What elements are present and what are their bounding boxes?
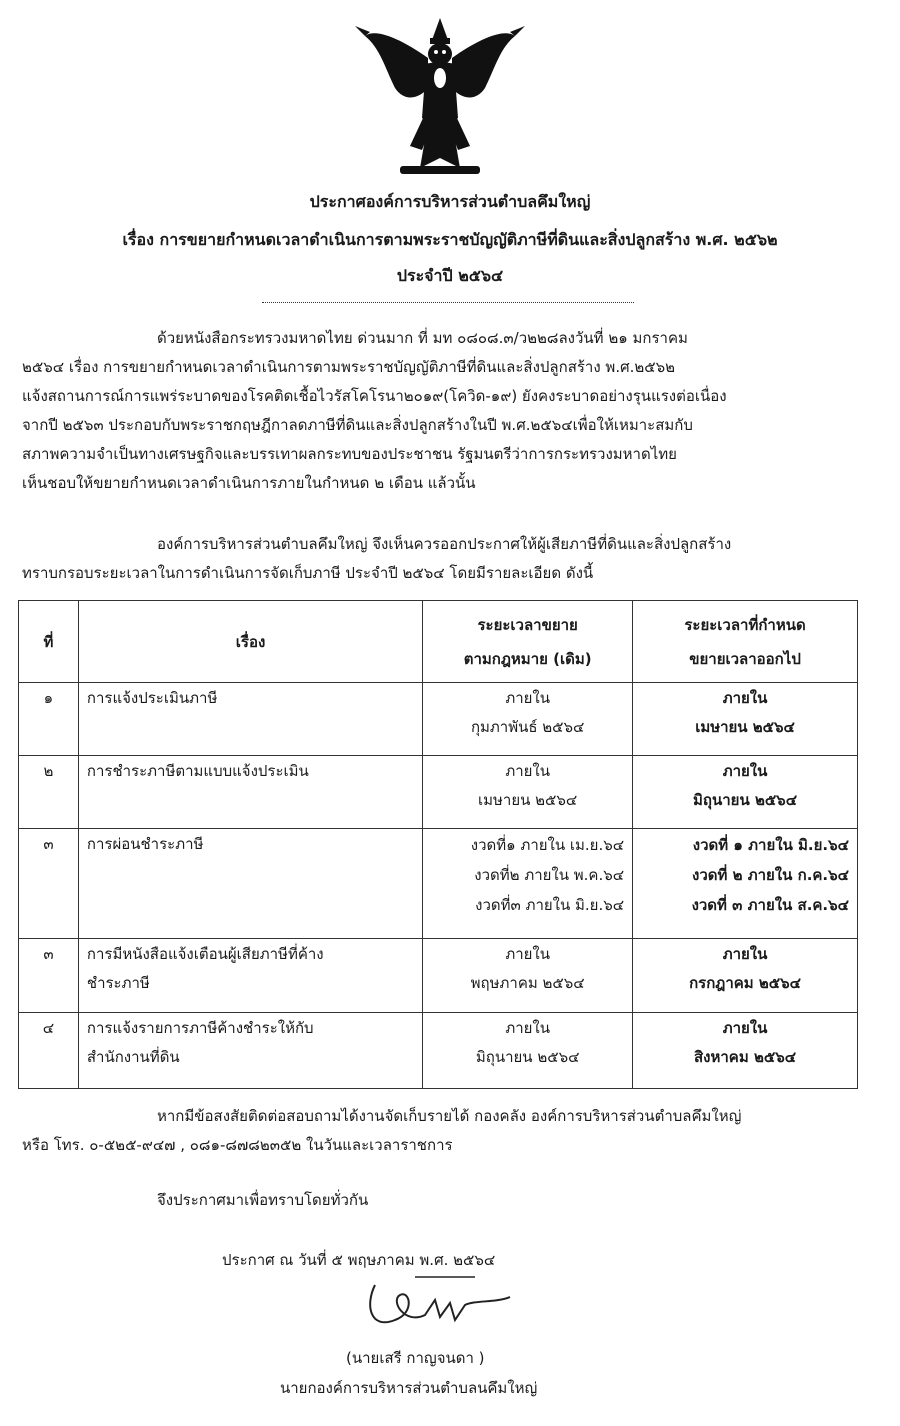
row-subject bbox=[78, 1013, 422, 1089]
table-header-row bbox=[19, 601, 858, 683]
row-legal bbox=[423, 939, 633, 1013]
row-subject-line: การชำระภาษีตามแบบแจ้งประเมิน bbox=[86, 762, 309, 780]
cell-line: สิงหาคม ๒๕๖๔ bbox=[694, 1048, 797, 1066]
header-legal-period bbox=[423, 601, 633, 683]
header-no: ที่ bbox=[19, 601, 79, 683]
row-legal bbox=[423, 1013, 633, 1089]
installment-line: งวดที่ ๑ ภายใน มิ.ย.๖๔ bbox=[692, 836, 849, 854]
cell-line: ภายใน bbox=[722, 945, 768, 963]
announce-line: จึงประกาศมาเพื่อทราบโดยทั่วกัน bbox=[157, 1191, 369, 1209]
cell-line: ภายใน bbox=[505, 689, 551, 707]
announcement-subject: เรื่อง การขยายกำหนดเวลาดำเนินการตามพระราชบัญญัติภาษีที่ดินและสิ่งปลูกสร้าง พ.ศ. ๒๕๖๒ bbox=[122, 230, 778, 249]
cell-line: มิถุนายน ๒๕๖๔ bbox=[693, 791, 798, 809]
announcement-org: ประกาศองค์การบริหารส่วนตำบลคึมใหญ่ bbox=[309, 192, 591, 211]
installment-line: งวดที่๑ ภายใน เม.ย.๖๔ bbox=[470, 836, 625, 854]
row-no: ๓ bbox=[19, 829, 79, 939]
row-subject-line: ชำระภาษี bbox=[86, 974, 150, 992]
paragraph-line: องค์การบริหารส่วนตำบลคึมใหญ่ จึงเห็นควรออกประกาศให้ผู้เสียภาษีที่ดินและสิ่งปลูกสร้าง bbox=[157, 535, 732, 553]
row-subject-line: สำนักงานที่ดิน bbox=[86, 1048, 180, 1066]
row-extended bbox=[633, 683, 858, 756]
row-extended bbox=[633, 1013, 858, 1089]
row-extended bbox=[633, 939, 858, 1013]
paragraph-line: ๒๕๖๔ เรื่อง การขยายกำหนดเวลาดำเนินการตามพระราชบัญญัติภาษีที่ดินและสิ่งปลูกสร้าง พ.ศ.๒๕๖๒ bbox=[22, 358, 676, 376]
garuda-emblem bbox=[340, 18, 540, 178]
cell-line: พฤษภาคม ๒๕๖๔ bbox=[470, 974, 585, 992]
installment-line: งวดที่ ๒ ภายใน ก.ค.๖๔ bbox=[692, 866, 849, 884]
row-no: ๒ bbox=[19, 756, 79, 829]
paragraph-line: จากปี ๒๕๖๓ ประกอบกับพระราชกฤษฎีกาลดภาษีที่ดินและสิ่งปลูกสร้างในปี พ.ศ.๒๕๖๔เพื่อให้เหมาะสมกับ bbox=[22, 416, 693, 434]
paragraph-1 bbox=[22, 324, 870, 498]
paragraph-line: หรือ โทร. ๐-๕๒๕-๙๔๗ , ๐๘๑-๘๗๘๒๓๕๒ ในวันและเวลาราชการ bbox=[22, 1136, 453, 1154]
cell-line: ภายใน bbox=[722, 1019, 768, 1037]
schedule-table bbox=[18, 600, 858, 1089]
paragraph-line: เห็นชอบให้ขยายกำหนดเวลาดำเนินการภายในกำหนด ๒ เดือน แล้วนั้น bbox=[22, 474, 476, 492]
row-no: ๑ bbox=[19, 683, 79, 756]
row-subject bbox=[78, 939, 422, 1013]
row-subject-line: การแจ้งรายการภาษีค้างชำระให้กับ bbox=[86, 1019, 314, 1037]
table-row bbox=[19, 1013, 858, 1089]
contact-paragraph bbox=[22, 1102, 870, 1160]
signature bbox=[355, 1275, 515, 1345]
header-legal-line: ตามกฎหมาย (เดิม) bbox=[463, 649, 592, 668]
cell-line: เมษายน ๒๕๖๔ bbox=[478, 791, 578, 809]
paragraph-line: สภาพความจำเป็นทางเศรษฐกิจและบรรเทาผลกระทบของประชาชน รัฐมนตรีว่าการกระทรวงมหาดไทย bbox=[22, 445, 677, 463]
dotted-divider bbox=[262, 302, 634, 303]
table-row bbox=[19, 939, 858, 1013]
row-subject bbox=[78, 829, 422, 939]
cell-line: ภายใน bbox=[505, 1019, 551, 1037]
announcement-year: ประจำปี ๒๕๖๔ bbox=[396, 266, 504, 285]
row-subject-line: การผ่อนชำระภาษี bbox=[86, 835, 204, 853]
row-legal-installments bbox=[423, 829, 633, 939]
signer-title: นายกองค์การบริหารส่วนตำบลนคึมใหญ่ bbox=[280, 1379, 538, 1397]
row-subject-line: การมีหนังสือแจ้งเตือนผู้เสียภาษีที่ค้าง bbox=[86, 945, 324, 963]
row-subject bbox=[78, 683, 422, 756]
cell-line: ภายใน bbox=[505, 945, 551, 963]
paragraph-line: แจ้งสถานการณ์การแพร่ระบาดของโรคติดเชื้อไวรัสโคโรนา๒๐๑๙(โควิด-๑๙) ยังคงระบาดอย่างรุนแรงต่อเนื่อง bbox=[22, 387, 727, 405]
row-legal bbox=[423, 683, 633, 756]
row-extended bbox=[633, 756, 858, 829]
paragraph-2 bbox=[22, 530, 870, 588]
cell-line: ภายใน bbox=[505, 762, 551, 780]
installment-line: งวดที่๓ ภายใน มิ.ย.๖๔ bbox=[475, 896, 625, 914]
cell-line: ภายใน bbox=[722, 762, 768, 780]
table-row bbox=[19, 756, 858, 829]
cell-line: มิถุนายน ๒๕๖๔ bbox=[475, 1048, 580, 1066]
cell-line: เมษายน ๒๕๖๔ bbox=[695, 718, 795, 736]
header-extended-line: ขยายเวลาออกไป bbox=[689, 649, 801, 668]
table-row bbox=[19, 829, 858, 939]
paragraph-line: ด้วยหนังสือกระทรวงมหาดไทย ด่วนมาก ที่ มท ๐๘๐๘.๓/ว๒๒๘ลงวันที่ ๒๑ มกราคม bbox=[157, 329, 688, 347]
row-no: ๔ bbox=[19, 1013, 79, 1089]
header-extended-period bbox=[633, 601, 858, 683]
row-legal bbox=[423, 756, 633, 829]
paragraph-line: ทราบกรอบระยะเวลาในการดำเนินการจัดเก็บภาษี ประจำปี ๒๕๖๔ โดยมีรายละเอียด ดังนี้ bbox=[22, 564, 594, 582]
cell-line: ภายใน bbox=[722, 689, 768, 707]
announce-date: ประกาศ ณ วันที่ ๕ พฤษภาคม พ.ศ. ๒๕๖๔ bbox=[222, 1251, 496, 1269]
row-subject-line: การแจ้งประเมินภาษี bbox=[86, 689, 218, 707]
header-subject: เรื่อง bbox=[78, 601, 422, 683]
signer-name: (นายเสรี กาญจนดา ) bbox=[346, 1349, 485, 1367]
row-extended-installments bbox=[633, 829, 858, 939]
header-legal-line: ระยะเวลาขยาย bbox=[477, 615, 578, 634]
header-extended-line: ระยะเวลาที่กำหนด bbox=[684, 615, 806, 634]
cell-line: กุมภาพันธ์ ๒๕๖๔ bbox=[470, 718, 585, 736]
row-subject bbox=[78, 756, 422, 829]
row-no: ๓ bbox=[19, 939, 79, 1013]
installment-line: งวดที่ ๓ ภายใน ส.ค.๖๔ bbox=[691, 896, 849, 914]
table-row bbox=[19, 683, 858, 756]
paragraph-line: หากมีข้อสงสัยติดต่อสอบถามได้งานจัดเก็บรายได้ กองคลัง องค์การบริหารส่วนตำบลคึมใหญ่ bbox=[157, 1107, 742, 1125]
installment-line: งวดที่๒ ภายใน พ.ค.๖๔ bbox=[474, 866, 625, 884]
cell-line: กรกฎาคม ๒๕๖๔ bbox=[689, 974, 802, 992]
